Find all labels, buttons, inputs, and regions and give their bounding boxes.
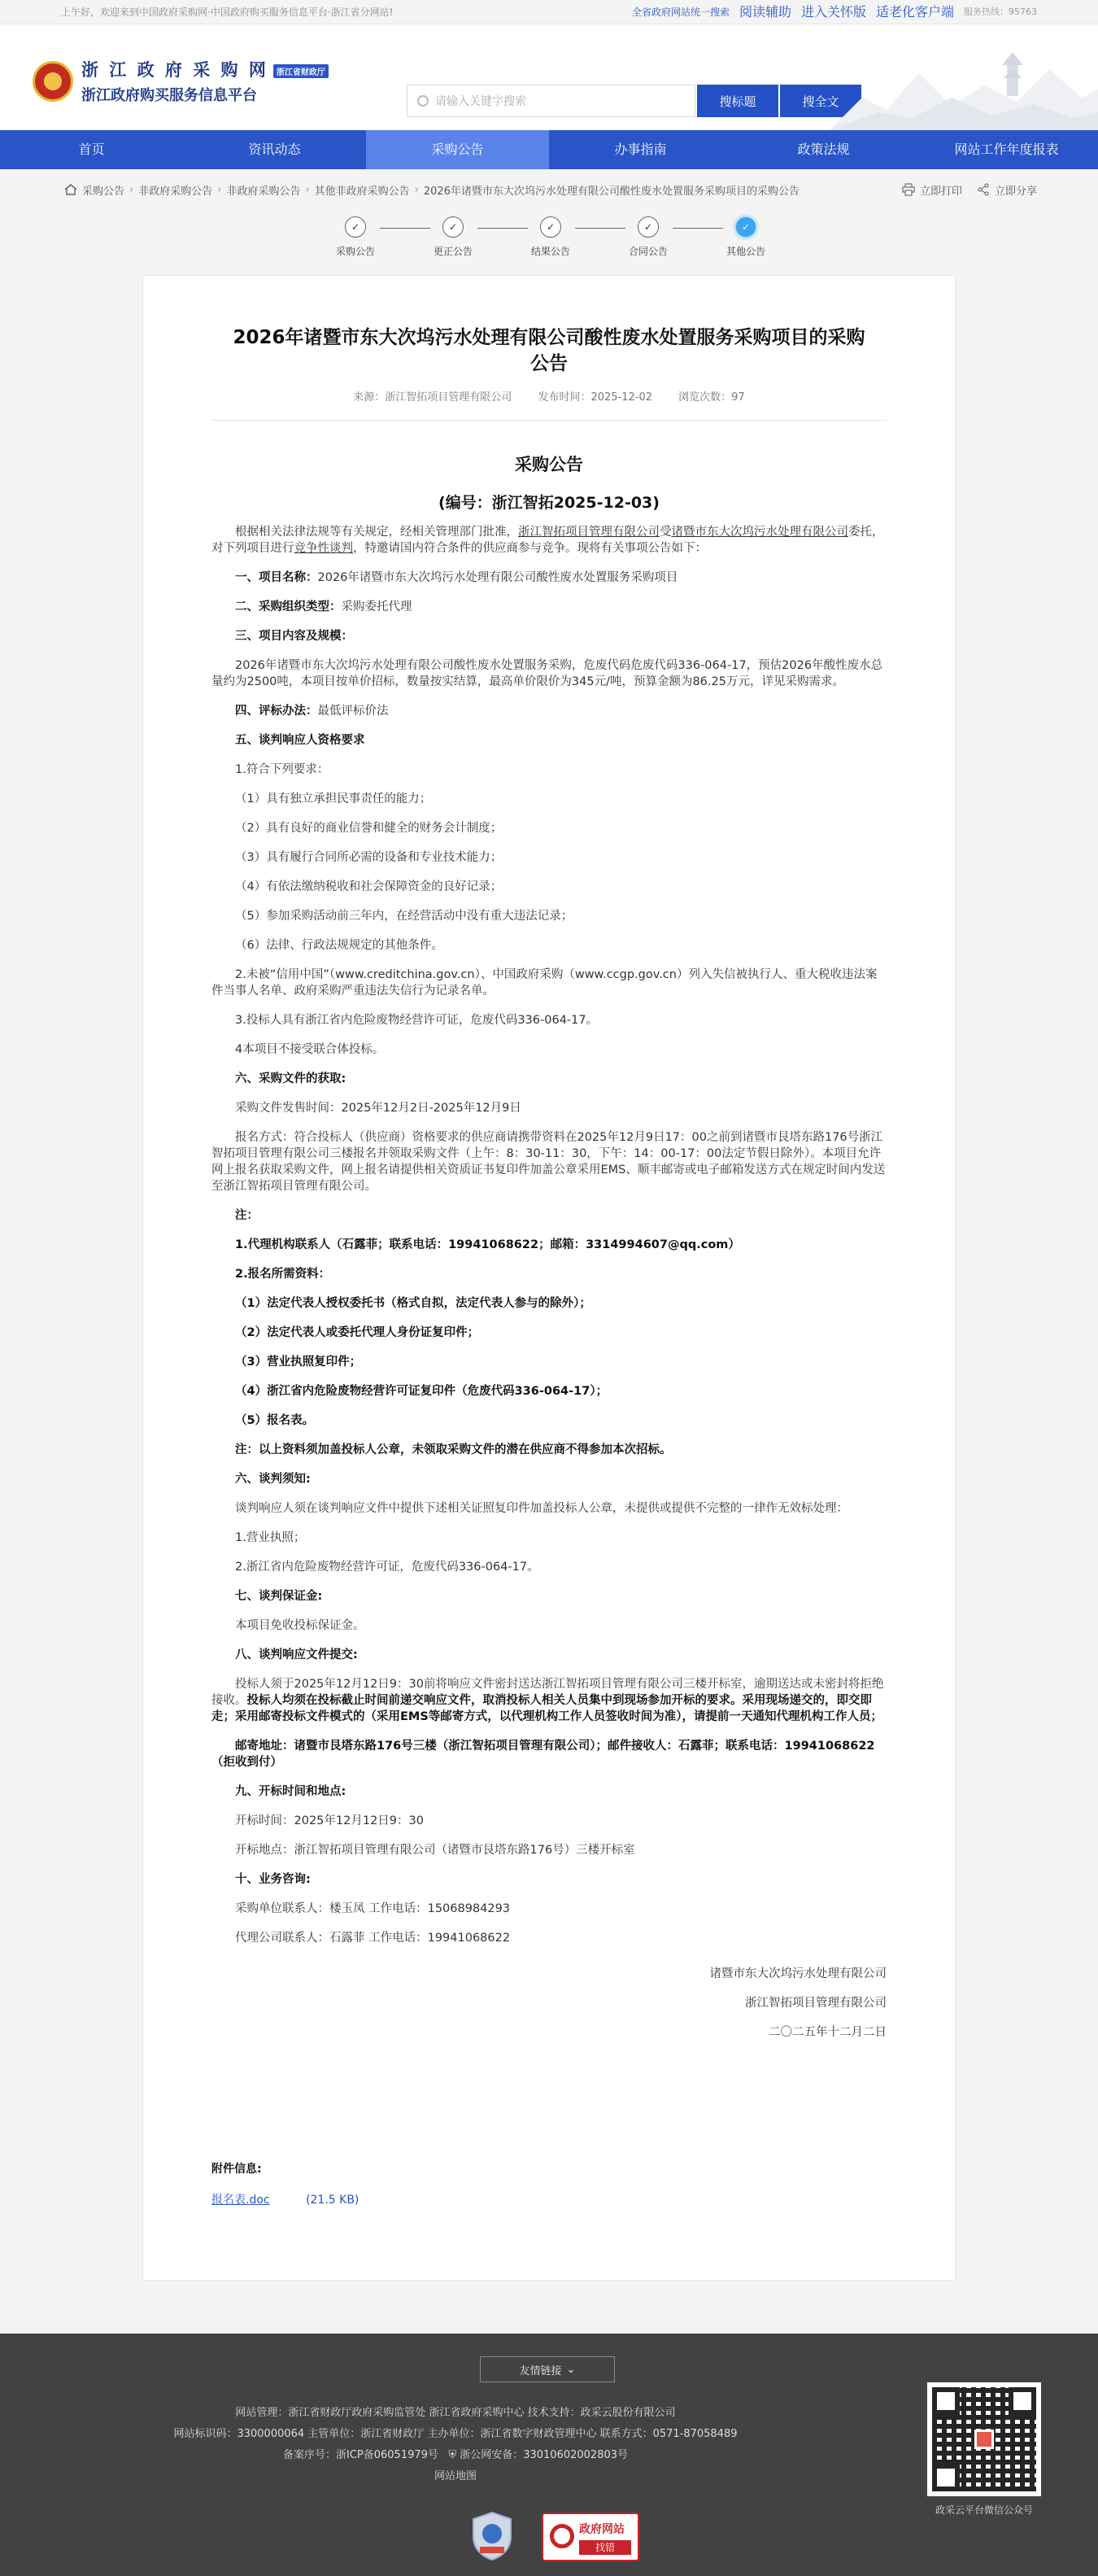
home-icon[interactable] [64, 184, 77, 195]
footer-line: 网站管理：浙江省财政厅政府采购监管处 浙江省政府采购中心 技术支持：政采云股份有限公司 [235, 2407, 676, 2419]
qr-caption: 政采云平台微信公众号 [935, 2504, 1033, 2516]
icp-link[interactable]: 备案序号：浙ICP备06051979号 [282, 2449, 438, 2461]
sitemap-link[interactable]: 网站地图 [434, 2470, 477, 2482]
site-footer [0, 2334, 1098, 2576]
qualification-item: （5）参加采购活动前三年内，在经营活动中没有重大违法记录； [235, 910, 573, 923]
friend-links-dropdown[interactable]: 友情链接 ⌄ [480, 2356, 615, 2382]
note-heading: 注： [235, 1209, 259, 1222]
search-fulltext-button[interactable]: 搜全文 [780, 85, 861, 117]
logo-title: 浙 江 政 府 采 购 网 浙江省财政厅 [81, 57, 329, 81]
material-item: （3）营业执照复印件； [235, 1356, 362, 1369]
chevron-right-icon: › [217, 183, 222, 196]
chevron-right-icon: › [305, 183, 310, 196]
welcome-text: 上午好，欢迎来到中国政府采购网·中国政府购买服务信息平台·浙江省分网站! [61, 7, 394, 18]
magnifier-icon [550, 2524, 574, 2548]
section-documents-heading: 六、采购文件的获取: [235, 1072, 346, 1085]
opening-place: 开标地点：浙江智拓项目管理有限公司（诸暨市艮塔东路176号）三楼开标室 [235, 1844, 635, 1857]
doc-heading: 采购公告 [515, 455, 583, 474]
wechat-qr-code [927, 2382, 1041, 2496]
notice-item: 2.浙江省内危险废物经营许可证，危废代码336-064-17。 [235, 1561, 539, 1574]
elderly-client-link[interactable]: 适老化客户端 [875, 4, 954, 20]
qualification-item: （1）具有独立承担民事责任的能力； [235, 792, 432, 806]
section-content-heading: 三、项目内容及规模： [235, 630, 353, 643]
article-views: 浏览次数：97 [678, 391, 745, 404]
printer-icon [902, 183, 915, 196]
section-submission-heading: 八、谈判响应文件提交: [235, 1648, 358, 1661]
announcement-steps [305, 210, 793, 275]
breadcrumb-item[interactable]: 非政府采购公告 [226, 185, 301, 198]
check-icon: ✓ [540, 216, 561, 238]
qualification-license: 3.投标人具有浙江省内危险废物经营许可证，危废代码336-064-17。 [235, 1014, 599, 1027]
article-date: 发布时间：2025-12-02 [538, 391, 653, 404]
site-search-link[interactable]: 全省政府网站统一搜索 [631, 7, 730, 18]
section-content-text: 2026年诸暨市东大次坞污水处理有限公司酸性废水处置服务采购，危废代码危废代码336-064-17，预估2026年酸性废水总量约为2500吨，本项目按单价招标，数量按实结算，最高单价限价为345元/吨，预算金额为86.25万元，详见采购需求。 [211, 659, 883, 688]
notice-item: 1.营业执照； [235, 1531, 306, 1544]
signature-block [211, 1959, 887, 2047]
breadcrumb-current: 2026年诸暨市东大次坞污水处理有限公司酸性废水处置服务采购项目的采购公告 [423, 185, 800, 198]
section-opening-heading: 九、开标时间和地点: [235, 1785, 346, 1798]
article-meta [211, 388, 887, 421]
section-notice-heading: 六、谈判须知: [235, 1473, 311, 1486]
deposit-text: 本项目免收投标保证金。 [235, 1619, 365, 1632]
attachment-heading: 附件信息: [211, 2163, 262, 2176]
qualification-item: （3）具有履行合同所必需的设备和专业技术能力； [235, 851, 503, 864]
check-icon: ✓ [638, 216, 659, 238]
search-title-button[interactable]: 搜标题 [697, 85, 778, 117]
gov-site-error-report-badge[interactable]: 政府网站 找错 [542, 2513, 639, 2561]
chevron-right-icon: › [129, 183, 134, 196]
nav-news[interactable]: 资讯动态 [248, 142, 301, 157]
check-icon: ✓ [735, 216, 756, 238]
breadcrumb [61, 169, 1037, 210]
reading-aid-link[interactable]: 阅读辅助 [739, 4, 791, 20]
article-card [142, 275, 956, 2281]
step-contract[interactable]: ✓ 合同公告 [616, 216, 681, 258]
section-qualification-heading: 五、谈判响应人资格要求 [235, 734, 365, 747]
footer-line [0, 2446, 911, 2461]
main-nav [0, 130, 1098, 169]
site-header [0, 24, 1098, 130]
section-evaluation: 四、评标办法：最低评标价法 [235, 705, 389, 718]
party-emblem-icon[interactable] [470, 2511, 514, 2561]
qualification-consortium: 4本项目不接受联合体投标。 [235, 1043, 385, 1056]
doc-number: (编号：浙江智拓2025-12-03) [438, 494, 660, 512]
national-emblem-icon [33, 61, 73, 102]
opening-time: 开标时间：2025年12月12日9：30 [235, 1814, 424, 1827]
article-title: 2026年诸暨市东大次坞污水处理有限公司酸性废水处置服务采购项目的采购 公告 [233, 327, 865, 374]
search-input[interactable]: 请输入关键字搜索 [407, 85, 695, 117]
care-mode-link[interactable]: 进入关怀版 [800, 4, 866, 20]
attachment-link[interactable]: 报名表.doc [211, 2194, 270, 2207]
signature-agent: 浙江智拓项目管理有限公司 [745, 1997, 887, 2010]
consult-buyer: 采购单位联系人：楼玉凤 工作电话：15068984293 [235, 1902, 511, 1915]
logo-subtitle: 浙江政府购买服务信息平台 [81, 87, 257, 104]
material-item: （2）法定代表人或委托代理人身份证复印件； [235, 1326, 480, 1339]
top-bar [0, 0, 1098, 24]
section-deposit-heading: 七、谈判保证金: [235, 1590, 323, 1603]
breadcrumb-item[interactable]: 非政府采购公告 [138, 185, 213, 198]
material-item: （4）浙江省内危险废物经营许可证复印件（危废代码336-064-17）； [235, 1385, 608, 1398]
attachment-size: (21.5 KB) [306, 2194, 359, 2207]
logo-icon [974, 2430, 994, 2449]
documents-time: 采购文件发售时间：2025年12月2日-2025年12月9日 [235, 1102, 521, 1115]
article-body [211, 524, 887, 2208]
nav-annual-report[interactable]: 网站工作年度报表 [954, 142, 1059, 157]
nav-home[interactable]: 首页 [78, 142, 105, 157]
search-bar [407, 85, 861, 117]
section-consult-heading: 十、业务咨询: [235, 1873, 311, 1886]
section-org-type: 二、采购组织类型：采购委托代理 [235, 600, 412, 613]
consult-agent: 代理公司联系人：石露菲 工作电话：19941068622 [235, 1932, 511, 1945]
nav-procurement[interactable]: 采购公告 [366, 130, 549, 169]
police-icon: ⛨ [448, 2449, 457, 2461]
article-source: 来源：浙江智拓项目管理有限公司 [353, 391, 512, 404]
section-project-name: 一、项目名称：2026年诸暨市东大次坞污水处理有限公司酸性废水处置服务采购项目 [235, 571, 678, 584]
police-record-link[interactable]: 浙公网安备：33010602002803号 [460, 2449, 629, 2461]
step-other[interactable]: ✓ 其他公告 [713, 216, 778, 258]
step-procurement[interactable]: ✓ 采购公告 [323, 216, 388, 258]
check-icon: ✓ [345, 216, 366, 238]
qualification-credit: 2.未被“信用中国”（www.creditchina.gov.cn）、中国政府采购（www.ccgp.gov.cn）列入失信被执行人、重大税收违法案件当事人名单、政府采购严重违法失信行为记录名单。 [211, 968, 878, 998]
share-button[interactable]: 立即分享 [977, 182, 1037, 198]
qualification-intro: 1.符合下列要求： [235, 763, 329, 776]
attachment-row [211, 2192, 887, 2208]
chevron-down-icon: ⌄ [566, 2363, 576, 2376]
search-icon [417, 95, 429, 107]
note-contact: 1.代理机构联系人（石露菲；联系电话：19941068622；邮箱：3314994607@qq.com） [235, 1238, 740, 1251]
intro-paragraph: 根据相关法律法规等有关规定，经相关管理部门批准，浙江智拓项目管理有限公司受诸暨市东大次坞污水处理有限公司委托，对下列项目进行竞争性谈判，特邀请国内符合条件的供应商参与竞争。现将有关事项公告如下： [211, 526, 884, 555]
qualification-item: （2）具有良好的商业信誉和健全的财务会计制度； [235, 822, 503, 835]
signature-buyer: 诸暨市东大次坞污水处理有限公司 [709, 1967, 887, 1980]
nav-policy[interactable]: 政策法规 [797, 142, 850, 157]
note-end: 注：以上资料须加盖投标人公章，未领取采购文件的潜在供应商不得参加本次招标。 [235, 1443, 672, 1456]
site-logo[interactable] [33, 57, 329, 105]
service-hotline: 服务热线：95763 [964, 7, 1037, 17]
submission-mail: 邮寄地址：诸暨市艮塔东路176号三楼（浙江智拓项目管理有限公司）；邮件接收人：石露菲；联系电话：19941068622（拒收到付） [211, 1740, 875, 1769]
submission-text: 投标人须于2025年12月12日9：30前将响应文件密封送达浙江智拓项目管理有限公司三楼开标室，逾期送达或未密封将拒绝接收。投标人均须在投标截止时间前递交响应文件，取消投标人相关人员集中到现场参加开标的要求。采用现场递交的，即交即走；采用邮寄投标文件模式的（采用EMS等邮寄方式，以代理机构工作人员签收时间为准），请提前一天通知代理机构工作人员； [211, 1678, 884, 1723]
notice-text: 谈判响应人须在谈判响应文件中提供下述相关证照复印件加盖投标人公章，未提供或提供不完整的一律作无效标处理： [235, 1502, 848, 1515]
qualification-item: （6）法律、行政法规规定的其他条件。 [235, 939, 443, 952]
qualification-item: （4）有依法缴纳税收和社会保障资金的良好记录； [235, 880, 503, 893]
share-icon [977, 183, 990, 196]
step-correction[interactable]: ✓ 更正公告 [420, 216, 486, 258]
chevron-right-icon: › [414, 183, 419, 196]
material-item: （5）报名表。 [235, 1414, 315, 1427]
signature-date: 二〇二五年十二月二日 [769, 2026, 887, 2039]
landscape-decoration [830, 41, 1098, 130]
breadcrumb-item[interactable]: 采购公告 [82, 185, 125, 198]
check-icon: ✓ [442, 216, 464, 238]
breadcrumb-item[interactable]: 其他非政府采购公告 [314, 185, 410, 198]
print-button[interactable]: 立即打印 [902, 182, 962, 198]
logo-badge: 浙江省财政厅 [273, 64, 329, 78]
step-result[interactable]: ✓ 结果公告 [518, 216, 583, 258]
footer-line: 网站标识码：3300000064 主管单位：浙江省财政厅 主办单位：浙江省数字财政管理中心 联系方式：0571-87058489 [173, 2428, 738, 2440]
nav-guide[interactable]: 办事指南 [614, 142, 667, 157]
material-item: （1）法定代表人授权委托书（格式自拟，法定代表人参与的除外）； [235, 1297, 591, 1310]
documents-method: 报名方式：符合投标人（供应商）资格要求的供应商请携带资料在2025年12月9日17：00之前到诸暨市艮塔东路176号浙江智拓项目管理有限公司三楼报名并领取采购文件（上午：8：30-11：30，下午：14：00-17：00法定节假日除外）。本项目允许网上报名获取采购文件，网上报名请提供相关资质证书复印件加盖公章采用EMS、顺丰邮寄或电子邮箱发送方式在规定时间内发送至浙江智拓项目管理有限公司。 [211, 1131, 886, 1193]
note-materials: 2.报名所需资料： [235, 1268, 331, 1281]
